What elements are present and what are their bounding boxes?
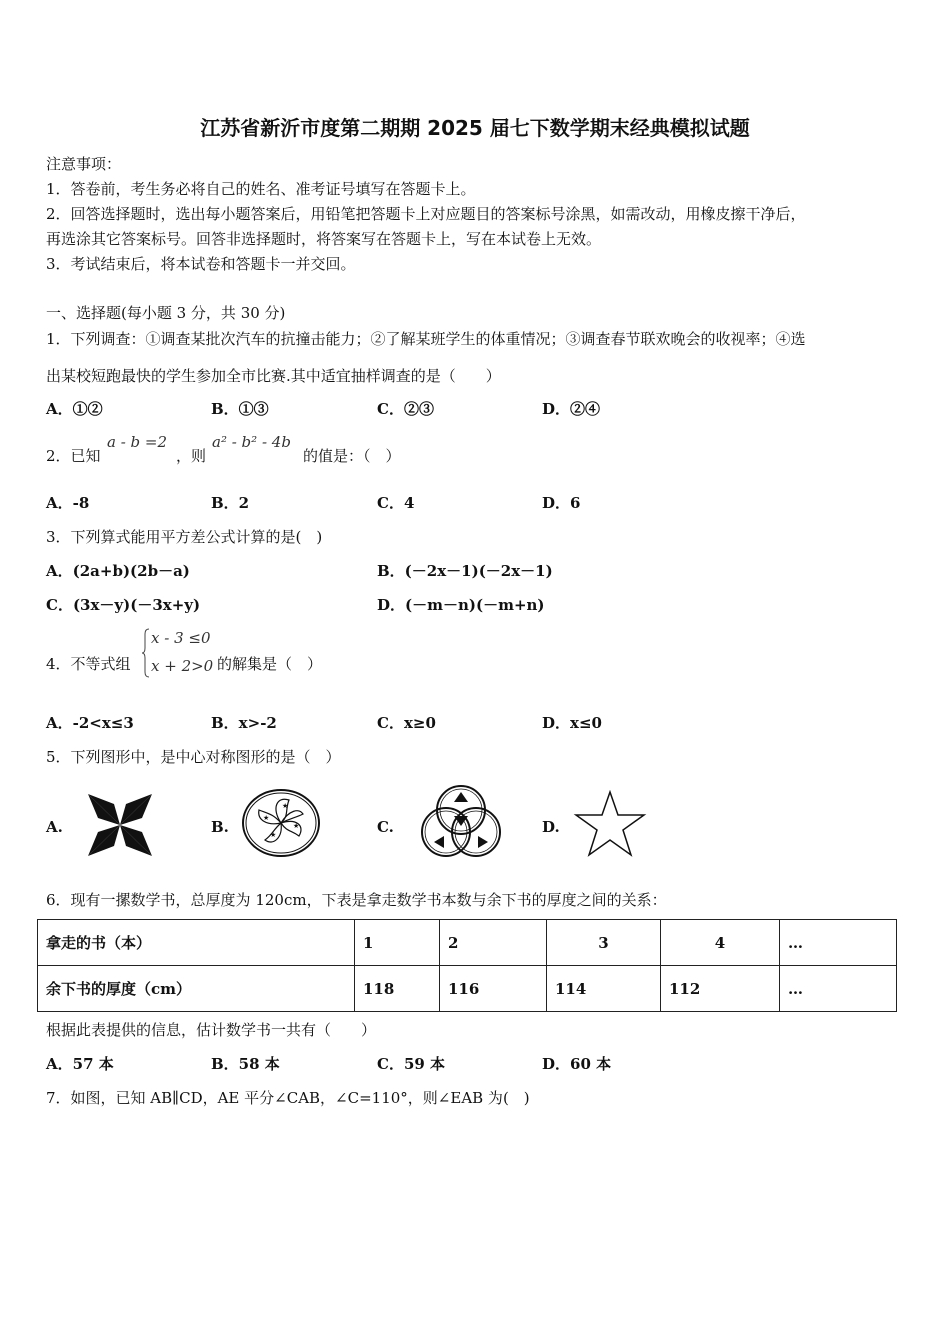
table-cell: 114	[547, 966, 661, 1012]
section-heading: 一、选择题(每小题 3 分，共 30 分)	[46, 304, 286, 322]
table-cell: 1	[355, 920, 440, 966]
table-row	[38, 920, 897, 966]
notice-item: 2．回答选择题时，选出每小题答案后，用铅笔把答题卡上对应题目的答案标号涂黑，如需改动，用橡皮擦干净后，	[46, 205, 806, 223]
q7-stem: 7．如图，已知 AB∥CD，AE 平分∠CAB，∠C=110°，则∠EAB 为( )	[46, 1089, 530, 1107]
q2-prefix: 2．已知	[46, 447, 101, 465]
q1-stem-line1: 1．下列调查：①调查某批次汽车的抗撞击能力；②了解某班学生的体重情况；③调查春节联欢晚会的收视率；④选	[46, 330, 806, 348]
q4-suffix: 的解集是（ ）	[217, 655, 323, 673]
table-cell: 2	[440, 920, 547, 966]
table-cell: 116	[440, 966, 547, 1012]
svg-text:★: ★	[263, 814, 270, 822]
table-cell: 余下书的厚度（cm）	[38, 966, 355, 1012]
q1-option-d: D．②④	[542, 400, 601, 418]
table-cell: …	[780, 920, 897, 966]
svg-text:★: ★	[282, 802, 289, 810]
figure-c-trefoil-knot-icon	[414, 780, 508, 858]
q2-suffix: 的值是：（ ）	[303, 447, 401, 465]
page-title: 江苏省新沂市度第二期期 2025 届七下数学期末经典模拟试题	[200, 116, 750, 140]
q3-stem: 3．下列算式能用平方差公式计算的是( )	[46, 528, 323, 546]
brace-icon	[142, 628, 150, 678]
table-cell: 4	[661, 920, 780, 966]
table-cell: 3	[547, 920, 661, 966]
q1-option-b: B．①③	[211, 400, 269, 418]
q2-option-a: A．-8	[46, 494, 90, 512]
svg-text:★: ★	[270, 831, 277, 839]
q3-option-b: B．(－2x－1)(－2x－1)	[377, 562, 553, 580]
figure-b-bauhinia-emblem-icon	[241, 788, 321, 858]
q1-option-a: A．①②	[46, 400, 103, 418]
q6-option-d: D．60 本	[542, 1055, 612, 1073]
q3-option-a: A．(2a+b)(2b－a)	[46, 562, 190, 580]
table-row	[38, 966, 897, 1012]
q1-option-c: C．②③	[377, 400, 434, 418]
q2-option-d: D．6	[542, 494, 581, 512]
svg-text:★: ★	[293, 822, 300, 830]
q4-inequality-2: x + 2>0	[151, 657, 214, 675]
q2-expression-2: a² - b² - 4b	[212, 433, 291, 451]
q2-option-c: C．4	[377, 494, 415, 512]
q1-stem-line2: 出某校短跑最快的学生参加全市比赛.其中适宜抽样调查的是（ ）	[46, 367, 501, 385]
q2-option-b: B．2	[211, 494, 250, 512]
q2-expression-1: a - b =2	[107, 433, 168, 451]
q6-table	[37, 919, 897, 1012]
notice-item: 1．答卷前，考生务必将自己的姓名、准考证号填写在答题卡上。	[46, 180, 476, 198]
q4-option-b: B．x>-2	[211, 714, 277, 732]
q4-option-d: D．x≤0	[542, 714, 602, 732]
figure-a-pinwheel-icon	[84, 792, 156, 858]
notice-item: 3．考试结束后，将本试卷和答题卡一并交回。	[46, 255, 356, 273]
q5-label-a: A.	[46, 818, 63, 836]
table-cell: 112	[661, 966, 780, 1012]
notice-item: 再选涂其它答案标号。回答非选择题时，将答案写在答题卡上，写在本试卷上无效。	[46, 230, 602, 248]
table-cell: 118	[355, 966, 440, 1012]
q5-label-c: C.	[377, 818, 394, 836]
notice-heading: 注意事项：	[46, 155, 122, 173]
q6-option-c: C．59 本	[377, 1055, 446, 1073]
q2-mid: ，则	[176, 447, 207, 465]
q6-question: 根据此表提供的信息，估计数学书一共有（ ）	[46, 1021, 377, 1039]
q5-label-b: B.	[211, 818, 229, 836]
q6-option-a: A．57 本	[46, 1055, 114, 1073]
q3-option-d: D．(－m－n)(－m+n)	[377, 596, 545, 614]
q4-option-a: A．-2<x≤3	[46, 714, 134, 732]
q5-label-d: D.	[542, 818, 560, 836]
figure-d-star-icon	[572, 790, 648, 858]
q6-option-b: B．58 本	[211, 1055, 280, 1073]
q4-prefix: 4．不等式组	[46, 655, 131, 673]
q6-stem: 6．现有一摞数学书，总厚度为 120cm，下表是拿走数学书本数与余下书的厚度之间的关系：	[46, 891, 667, 909]
q5-stem: 5．下列图形中，是中心对称图形的是（ ）	[46, 748, 341, 766]
q4-option-c: C．x≥0	[377, 714, 436, 732]
q4-inequality-1: x - 3 ≤0	[151, 629, 211, 647]
table-cell: …	[780, 966, 897, 1012]
table-cell: 拿走的书（本）	[38, 920, 355, 966]
q3-option-c: C．(3x－y)(－3x+y)	[46, 596, 201, 614]
